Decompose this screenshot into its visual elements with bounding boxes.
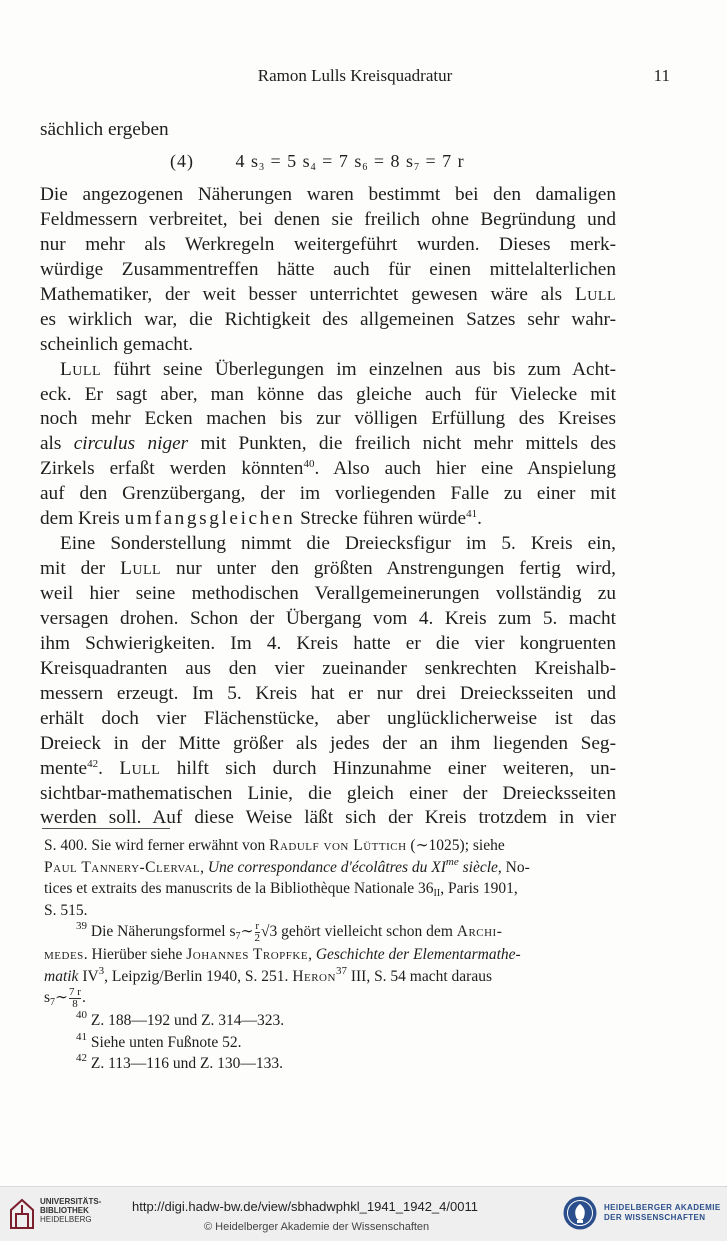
body-line: dem Kreis umfangsgleichen Strecke führen würde$^{41}$. (40, 508, 482, 529)
body-line: sächlich ergeben (40, 119, 169, 140)
footnote-line: $^{42}$ Z. 113—116 und Z. 130—133. (76, 1052, 284, 1072)
copyright-notice: © Heidelberger Akademie der Wissenschaften (204, 1221, 430, 1233)
footnote-line: tices et extraits des manuscrits de la Bibliothèque Nationale $36_{II}$, Paris 1901, (44, 880, 518, 899)
academy-name: HEIDELBERGER AKADEMIE DER WISSENSCHAFTEN (604, 1203, 721, 1222)
body-line: Lull führt seine Überlegungen im einzelnen aus bis zum Acht- (60, 359, 616, 380)
body-line: würdige Zusammentreffen hätte auch für einen mittelalterlichen (40, 259, 616, 280)
running-header (40, 66, 670, 92)
body-line: werden soll. Auf diese Weise läßt sich der Kreis trotzdem in vier (40, 807, 616, 828)
equation-expression: 4 $s_3 = 5$ $s_4 = 7$ $s_6 = 8$ $s_7 = 7$ r (235, 151, 465, 173)
body-line: Kreisquadranten aus den vier zueinander senkrechten Kreishalb- (40, 658, 616, 679)
body-line: Zirkels erfaßt werden könnten$^{40}$. Also auch hier eine Anspielung (40, 458, 616, 479)
body-line: Die angezogenen Näherungen waren bestimmt bei den damaligen (40, 184, 616, 205)
footnote-line: medes. Hierüber siehe Johannes Tropfke, Geschichte der Elementarmathe- (44, 946, 521, 963)
header-title: Ramon Lulls Kreisquadratur (257, 66, 453, 85)
footnote-line: $^{41}$ Siehe unten Fußnote 52. (76, 1030, 242, 1051)
footnote-divider (42, 828, 170, 829)
body-line: mente$^{42}$. Lull hilft sich durch Hinzunahme einer weiteren, un- (40, 758, 617, 779)
footnote-line: S. 400. Sie wird ferner erwähnt von Radulf von Lüttich (∼1025); siehe (44, 837, 505, 854)
body-line: Feldmessern verbreitet, bei denen sie freilich ohne Begründung und (40, 209, 616, 230)
body-line: nur mehr als Werkregeln weitergeführt wurden. Dieses merk- (40, 234, 616, 255)
body-line: noch mehr Ecken machen bis zur völligen Erfüllung des Kreises (40, 408, 616, 429)
permalink-url[interactable]: http://digi.hadw-bw.de/view/sbhadwphkl_1941_1942_4/0011 (132, 1199, 478, 1214)
body-line: eck. Er sagt aber, man könne das gleiche auch für Vielecke mit (40, 384, 616, 405)
equation-4 (170, 151, 465, 172)
body-line: versagen drohen. Schon der Übergang vom 4. Kreis zum 5. macht (40, 608, 616, 629)
footnotes (44, 835, 620, 1075)
body-line: messern erzeugt. Im 5. Kreis hat er nur drei Dreiecksseiten und (40, 683, 616, 704)
body-line: es wirklich war, die Richtigkeit des allgemeinen Satzes sehr wahr- (40, 309, 616, 330)
body-line: als circulus niger mit Punkten, die freilich nicht mehr mittels des (40, 433, 616, 454)
footnote-line: $s_7\sim$ $\frac{7 r}{8}$ . (44, 986, 86, 1010)
body-line: mit der Lull nur unter den größten Anstrengungen fertig wird, (40, 558, 616, 579)
body-line: sichtbar-mathematischen Linie, die gleich einer der Dreiecksseiten (40, 783, 616, 804)
body-line: weil hier seine methodischen Verallgemeinerungen vollständig zu (40, 583, 616, 604)
body-line: Dreieck in der Mitte größer als jedes der an ihm liegenden Seg- (40, 733, 616, 754)
academy-seal-icon (562, 1195, 598, 1231)
page-number: 11 (653, 66, 670, 85)
equation-label: (4) (170, 151, 194, 171)
footnote-line: S. 515. (44, 901, 88, 919)
footnote-line: Paul Tannery-Clerval, Une correspondance d'écolâtres du $XI^{me}$ siècle, No- (44, 855, 530, 876)
body-line: Eine Sonderstellung nimmt die Dreiecksfigur im 5. Kreis ein, (60, 533, 616, 554)
body-line: Mathematiker, der weit besser unterrichtet gewesen wäre als Lull (40, 284, 616, 305)
footnote-line: matik $IV^3$, Leipzig/Berlin 1940, S. 251. Heron$^{37}$ III, S. 54 macht daraus (44, 964, 493, 985)
footnote-line: $^{40}$ Z. 188—192 und Z. 314—323. (76, 1009, 285, 1029)
body-line: auf den Grenzübergang, der im vorliegenden Falle zu einer mit (40, 483, 616, 504)
university-library-name: UNIVERSITÄTS- BIBLIOTHEK HEIDELBERG (40, 1197, 102, 1224)
viewer-footer (0, 1186, 727, 1241)
body-line: erhält doch vier Flächenstücke, aber unglücklicherweise ist das (40, 708, 616, 729)
university-library-logo-icon (8, 1196, 36, 1230)
body-line: ihm Schwierigkeiten. Im 4. Kreis hatte er die vier kongruenten (40, 633, 616, 654)
body-line: scheinlich gemacht. (40, 334, 194, 355)
footnote-line: $^{39}$ Die Näherungsformel $s_7\sim$ $\frac{r}{2}$ √3 gehört vielleicht schon dem Archi- (76, 920, 503, 944)
